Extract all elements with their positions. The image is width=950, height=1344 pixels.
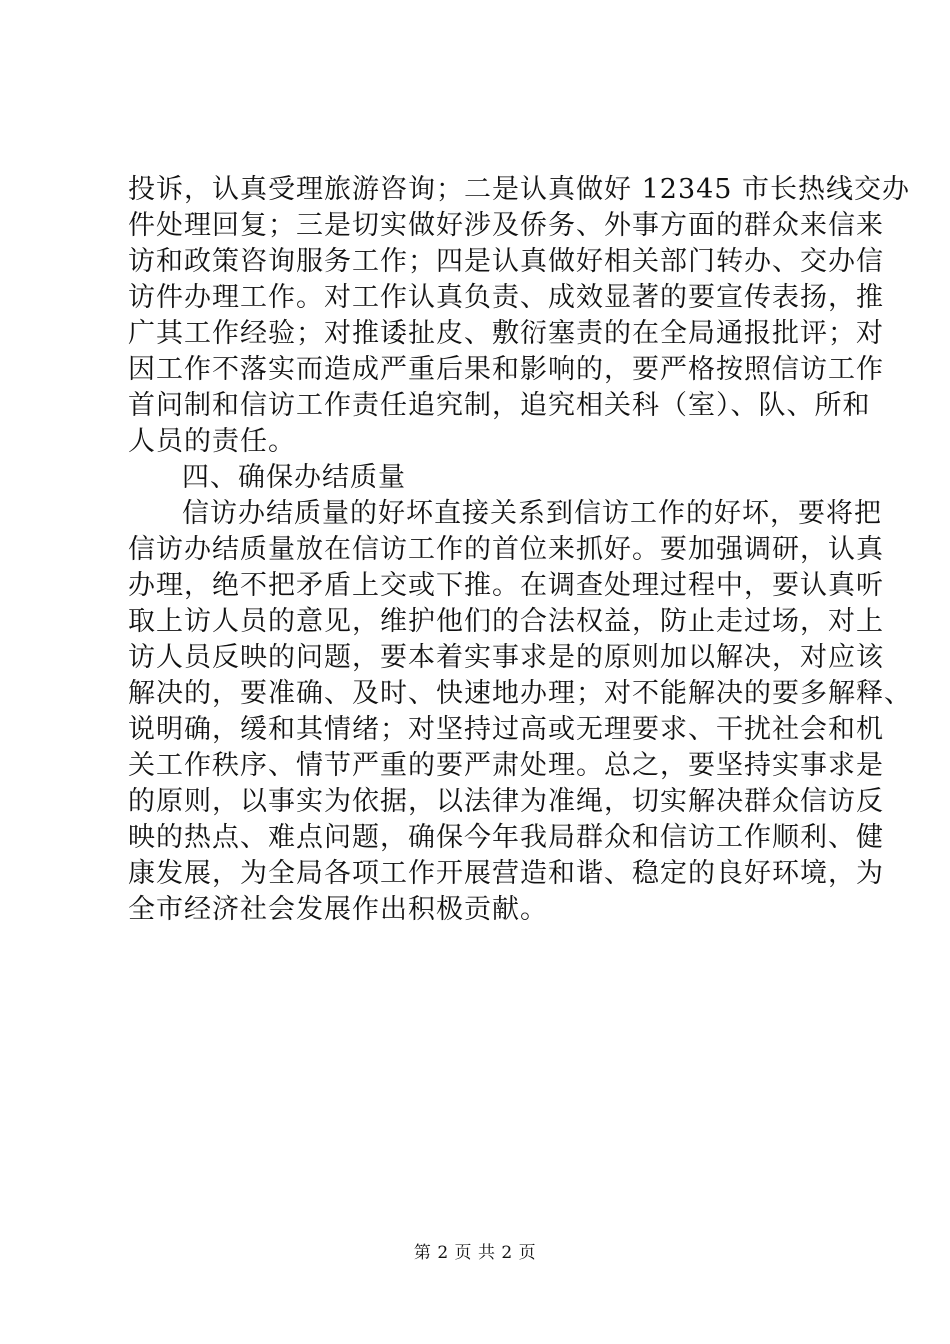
- text-line: 全市经济社会发展作出积极贡献。: [128, 894, 548, 925]
- section-heading: 四、确保办结质量: [182, 462, 406, 493]
- text-line: 投诉，认真受理旅游咨询；二是认真做好 12345 市长热线交办: [128, 174, 911, 205]
- text-line: 康发展，为全局各项工作开展营造和谐、稳定的良好环境，为: [128, 858, 884, 889]
- text-line: 人员的责任。: [128, 426, 296, 457]
- text-line: 件处理回复；三是切实做好涉及侨务、外事方面的群众来信来: [128, 210, 884, 241]
- text-line: 关工作秩序、情节严重的要严肃处理。总之，要坚持实事求是: [128, 750, 884, 781]
- text-line: 访和政策咨询服务工作；四是认真做好相关部门转办、交办信: [128, 246, 884, 277]
- text-line: 首问制和信访工作责任追究制，追究相关科（室）、队、所和: [128, 390, 871, 421]
- text-line: 广其工作经验；对推诿扯皮、敷衍塞责的在全局通报批评；对: [128, 318, 884, 349]
- text-line: 信访办结质量的好坏直接关系到信访工作的好坏，要将把: [182, 498, 882, 529]
- text-line: 的原则，以事实为依据，以法律为准绳，切实解决群众信访反: [128, 786, 884, 817]
- document-body: [128, 172, 912, 928]
- text-line: 访件办理工作。对工作认真负责、成效显著的要宣传表扬，推: [128, 282, 884, 313]
- text-line: 解决的，要准确、及时、快速地办理；对不能解决的要多解释、: [128, 678, 912, 709]
- text-line: 说明确，缓和其情绪；对坚持过高或无理要求、干扰社会和机: [128, 714, 884, 745]
- text-line: 信访办结质量放在信访工作的首位来抓好。要加强调研，认真: [128, 534, 884, 565]
- text-line: 办理，绝不把矛盾上交或下推。在调查处理过程中，要认真听: [128, 570, 884, 601]
- text-line: 因工作不落实而造成严重后果和影响的，要严格按照信访工作: [128, 354, 884, 385]
- text-line: 取上访人员的意见，维护他们的合法权益，防止走过场，对上: [128, 606, 884, 637]
- text-line: 映的热点、难点问题，确保今年我局群众和信访工作顺利、健: [128, 822, 884, 853]
- page-number-footer: 第 2 页 共 2 页: [413, 1243, 537, 1263]
- text-line: 访人员反映的问题，要本着实事求是的原则加以解决，对应该: [128, 642, 884, 673]
